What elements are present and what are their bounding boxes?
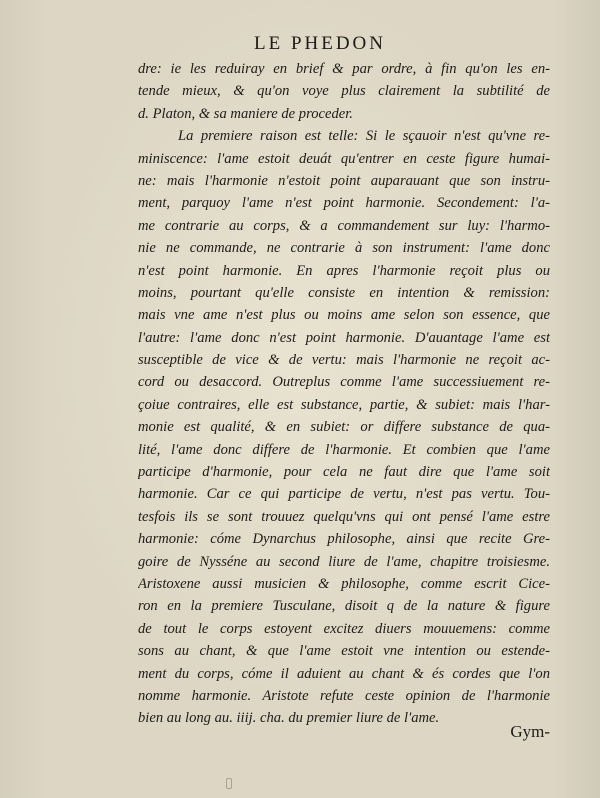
paper-mark [226, 778, 232, 789]
text-line: de tout le corps estoyent excitez diuers mouuemens: comme [138, 620, 550, 637]
text-line: ment, parquoy l'ame n'est point harmonie. Secondement: l'a- [138, 195, 550, 212]
text-line: cord ou desaccord. Outreplus comme l'ame successiuement re- [138, 374, 550, 391]
text-line: lité, l'ame donc differe de l'harmonie. Et combien que l'ame [138, 441, 550, 458]
text-line: participe d'harmonie, pour cela ne faut dire que l'ame soit [138, 464, 550, 481]
text-line: tende mieux, & qu'on voye plus clairement la subtilité de [138, 83, 550, 100]
catchword: Gym- [510, 722, 550, 741]
text-line: dre: ie les reduiray en brief & par ordre, à fin qu'on les en- [138, 61, 550, 77]
text-line: La premiere raison est telle: Si le sçauoir n'est qu'vne re- [178, 128, 550, 145]
text-line: susceptible de vice & de vertu: mais l'harmonie ne reçoit ac- [138, 352, 550, 369]
text-line: bien au long au. iiij. cha. du premier liure de l'ame. [138, 710, 440, 727]
body-text [138, 58, 550, 730]
text-line: d. Platon, & sa maniere de proceder. [138, 105, 353, 122]
text-line: harmonie: cóme Dynarchus philosophe, ainsi que recite Gre- [138, 531, 550, 548]
text-line: Aristoxene aussi musicien & philosophe, comme escrit Cice- [138, 575, 550, 592]
text-line: moins, pourtant qu'elle consiste en intention & remission: [138, 284, 550, 301]
text-line: n'est point harmonie. En apres l'harmonie reçoit plus ou [138, 262, 550, 279]
text-line: miniscence: l'ame estoit deuát qu'entrer en ceste figure humai- [138, 150, 550, 167]
text-line: tesfois ils se sont trouuez quelqu'vns qui ont pensé l'ame estre [138, 508, 550, 525]
text-line: nie ne commande, ne contrarie à son instrument: l'ame donc [138, 240, 550, 257]
text-line: l'autre: l'ame donc n'est point harmonie. D'auantage l'ame est [138, 329, 550, 346]
text-line: çoiue contraires, elle est substance, partie, & subiet: mais l'har- [138, 396, 550, 413]
text-line: ne: mais l'harmonie n'estoit point auparauant que son instru- [138, 172, 550, 189]
text-line: nomme harmonie. Aristote refute ceste opinion de l'harmonie [138, 687, 550, 704]
text-line: sons au chant, & que l'ame estoit vne intention ou estende- [138, 643, 550, 660]
text-line: goire de Nysséne au second liure de l'ame, chapitre troisiesme. [138, 553, 550, 570]
text-line: monie est qualité, & en subiet: or differe substance de qua- [138, 419, 550, 436]
text-line: ment du corps, cóme il aduient au chant & és cordes que l'on [138, 665, 550, 682]
text-line: mais vne ame n'est plus ou moins ame selon son essence, que [138, 307, 550, 324]
text-line: me contrarie au corps, & a commandement sur luy: l'harmo- [138, 217, 550, 234]
text-line: ron en la premiere Tusculane, disoit q de la nature & figure [138, 598, 550, 615]
running-head: LE PHEDON [253, 33, 387, 54]
text-line: harmonie. Car ce qui participe de vertu, n'est pas vertu. Tou- [138, 486, 550, 503]
